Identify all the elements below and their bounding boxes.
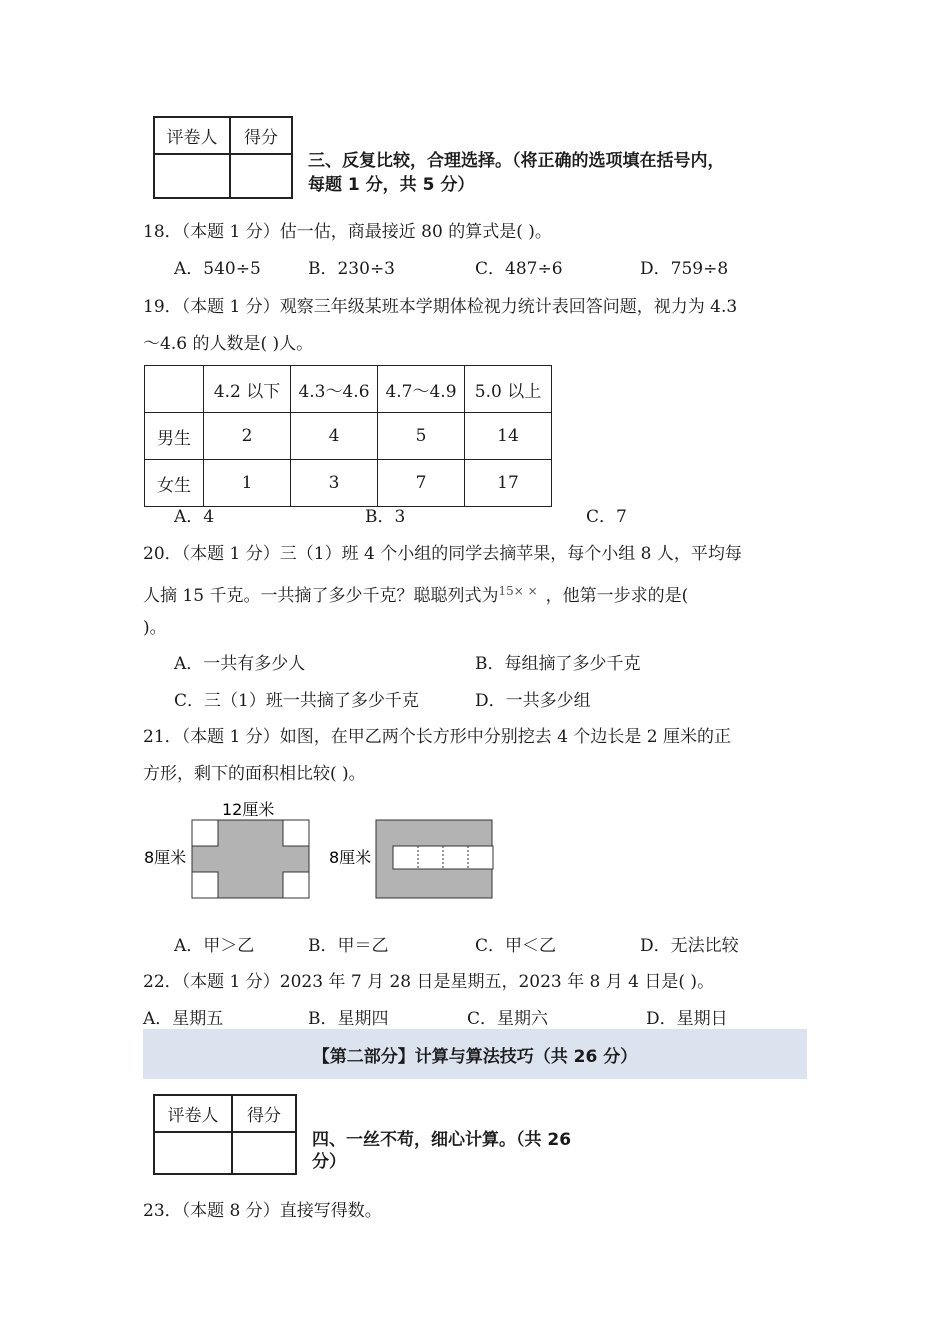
vision-table-header: 4.3～4.6 — [291, 366, 378, 413]
part2-banner — [143, 1029, 807, 1079]
q23-text: 23．（本题 8 分）直接写得数。 — [143, 1201, 382, 1221]
q20-option-c[interactable]: C．三（1）班一共摘了多少千克 — [174, 691, 419, 711]
grader-table — [153, 1094, 297, 1175]
q18-option-a[interactable]: A．540÷5 — [174, 259, 261, 279]
q22-text: 22．（本题 1 分）2023 年 7 月 28 日是星期五，2023 年 8 月 4 日是( )。 — [143, 972, 715, 992]
q21-text-line1: 21．（本题 1 分）如图，在甲乙两个长方形中分别挖去 4 个边长是 2 厘米的正 — [143, 727, 732, 747]
section3-title-line1: 三、反复比较，合理选择。（将正确的选项填在括号内， — [308, 151, 725, 171]
section4-title-line1: 四、一丝不苟，细心计算。（共 26 — [312, 1130, 572, 1150]
q18-option-d[interactable]: D．759÷8 — [640, 259, 729, 279]
table-row — [145, 460, 552, 507]
q21-option-b[interactable]: B．甲＝乙 — [308, 936, 389, 956]
score-header: 得分 — [232, 1095, 296, 1132]
q21-text-line2: 方形，剩下的面积相比较( )。 — [143, 764, 366, 784]
q21-option-a[interactable]: A．甲＞乙 — [174, 936, 255, 956]
q20-option-a[interactable]: A．一共有多少人 — [174, 654, 306, 674]
grader-table — [153, 116, 293, 199]
table-cell: 2 — [204, 413, 291, 460]
q21-option-d[interactable]: D．无法比较 — [640, 936, 739, 956]
q19-option-a[interactable]: A．4 — [174, 507, 215, 527]
table-cell: 7 — [378, 460, 465, 507]
part2-banner-title: 【第二部分】计算与算法技巧（共 26 分） — [312, 1046, 638, 1067]
vision-table-header — [145, 366, 204, 413]
fig-left-label-jia: 8厘米 — [144, 848, 187, 867]
table-cell: 女生 — [145, 460, 204, 507]
score-cell[interactable] — [232, 1132, 296, 1174]
section3-title-line2: 每题 1 分，共 5 分） — [308, 175, 475, 195]
jia-cutout-square — [283, 820, 309, 846]
table-cell: 男生 — [145, 413, 204, 460]
table-cell: 4 — [291, 413, 378, 460]
table-cell: 17 — [465, 460, 552, 507]
q20-option-b[interactable]: B．每组摘了多少千克 — [475, 654, 641, 674]
fig-top-label: 12厘米 — [222, 800, 275, 819]
q20-text-line2 — [143, 580, 688, 607]
q20-text-line2a: 人摘 15 千克。一共摘了多少千克？聪聪列式为 — [143, 586, 499, 606]
vision-table-header: 4.7～4.9 — [378, 366, 465, 413]
vision-table-header: 5.0 以上 — [465, 366, 552, 413]
q20-text-line3: )。 — [143, 618, 167, 638]
grader-cell[interactable] — [154, 1132, 232, 1174]
rectangles-figure — [140, 795, 500, 905]
grader-cell[interactable] — [154, 154, 230, 198]
vision-table-header: 4.2 以下 — [204, 366, 291, 413]
q20-option-d[interactable]: D．一共多少组 — [475, 691, 591, 711]
q20-text-line2b: ，他第一步求的是( — [545, 586, 689, 606]
table-row — [145, 413, 552, 460]
score-cell[interactable] — [230, 154, 292, 198]
grader-header: 评卷人 — [154, 117, 230, 154]
q18-text: 18．（本题 1 分）估一估，商最接近 80 的算式是( )。 — [143, 222, 552, 242]
q18-option-c[interactable]: C．487÷6 — [475, 259, 563, 279]
table-cell: 1 — [204, 460, 291, 507]
score-header: 得分 — [230, 117, 292, 154]
q19-option-c[interactable]: C．7 — [586, 507, 627, 527]
jia-cutout-square — [192, 820, 218, 846]
table-cell: 5 — [378, 413, 465, 460]
jia-cutout-square — [283, 872, 309, 898]
q19-text-line2: ～4.6 的人数是( )人。 — [143, 334, 314, 354]
yi-cutout-strip — [393, 846, 493, 869]
q18-option-b[interactable]: B．230÷3 — [308, 259, 396, 279]
table-cell: 14 — [465, 413, 552, 460]
q19-option-b[interactable]: B．3 — [365, 507, 406, 527]
q22-option-d[interactable]: D．星期日 — [646, 1009, 728, 1029]
table-cell: 3 — [291, 460, 378, 507]
q22-option-a[interactable]: A．星期五 — [143, 1009, 224, 1029]
jia-cutout-square — [192, 872, 218, 898]
q20-text-line1: 20．（本题 1 分）三（1）班 4 个小组的同学去摘苹果，每个小组 8 人，平均每 — [143, 544, 742, 564]
q21-option-c[interactable]: C．甲＜乙 — [475, 936, 557, 956]
q19-text-line1: 19．（本题 1 分）观察三年级某班本学期体检视力统计表回答问题，视力为 4.3 — [143, 297, 738, 317]
grader-header: 评卷人 — [154, 1095, 232, 1132]
vision-table — [144, 365, 552, 507]
fig-left-label-yi: 8厘米 — [329, 848, 372, 867]
q22-option-b[interactable]: B．星期四 — [308, 1009, 389, 1029]
q20-formula: 15× × — [498, 584, 538, 598]
section4-title-line2: 分） — [312, 1152, 346, 1172]
q22-option-c[interactable]: C．星期六 — [467, 1009, 549, 1029]
